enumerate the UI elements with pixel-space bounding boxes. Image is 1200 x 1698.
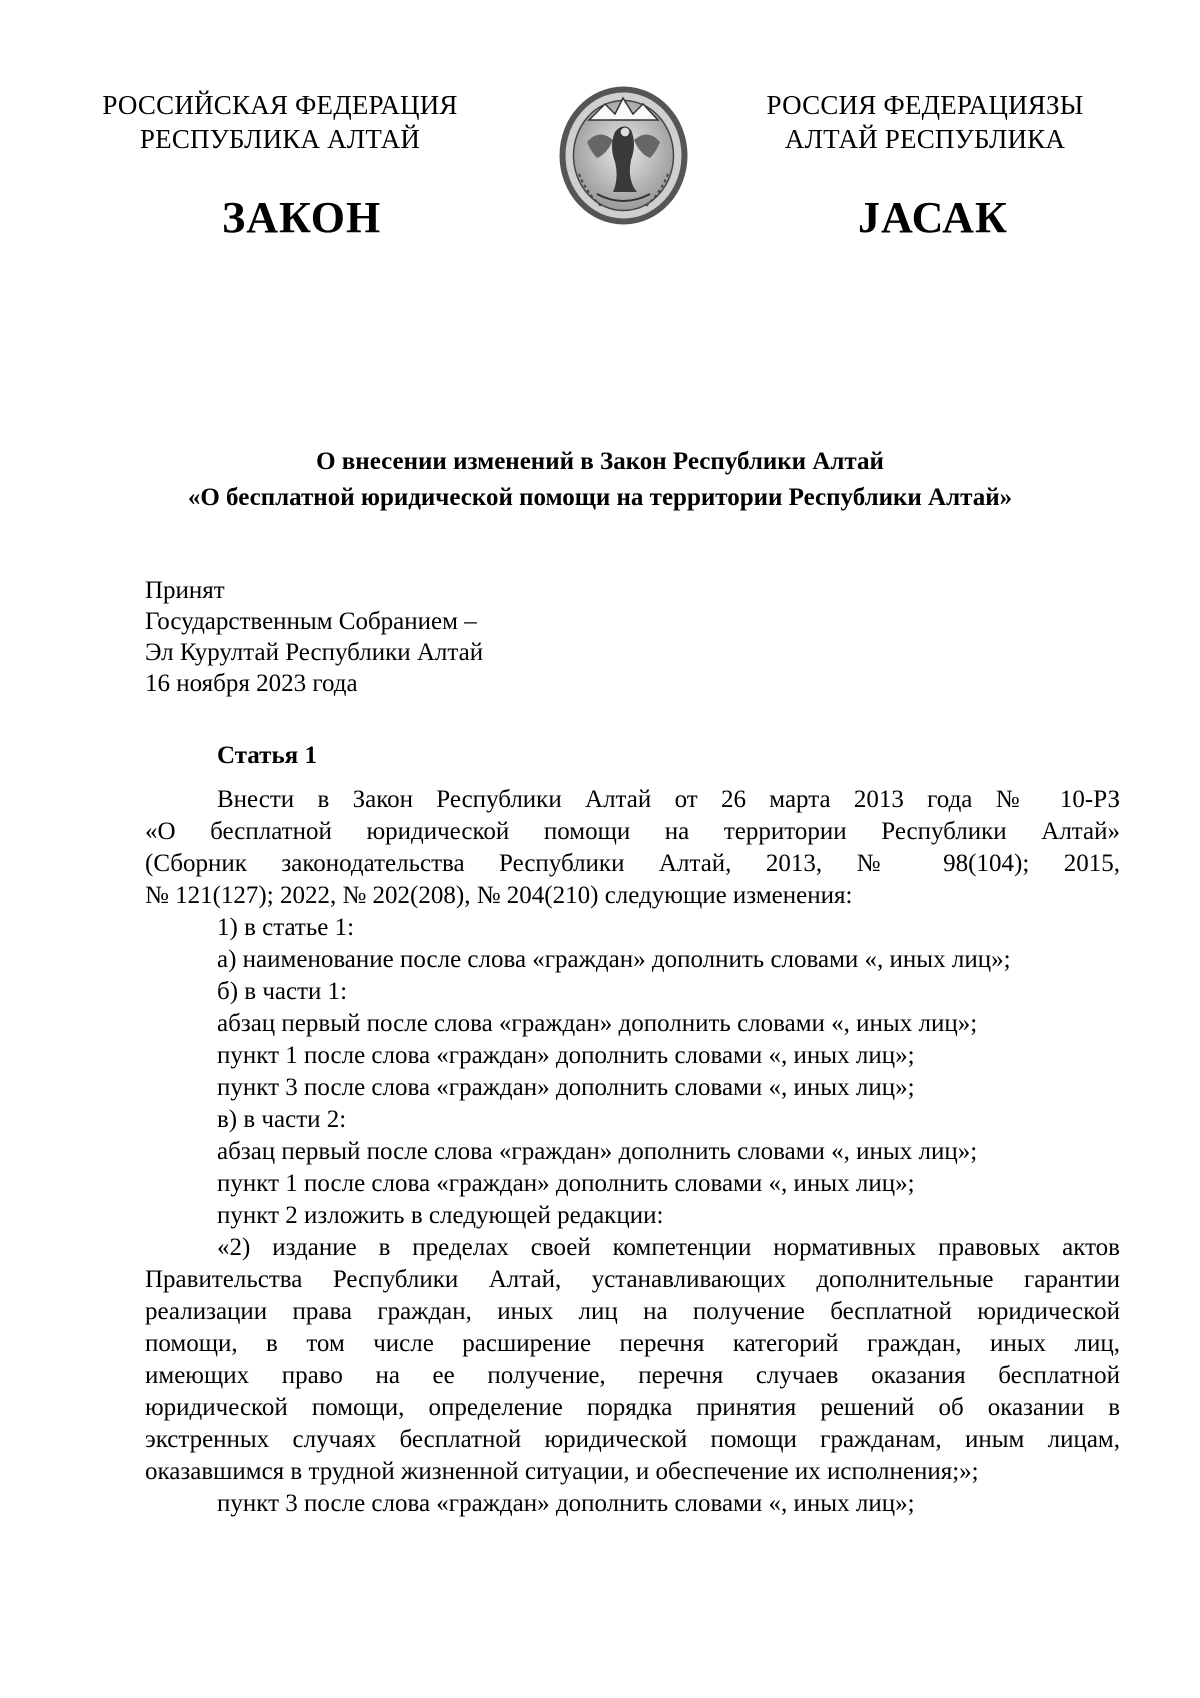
quoted-paragraph-line: оказавшимся в трудной жизненной ситуации, и обеспечение их исполнения;»; [145,1458,979,1485]
list-item: пункт 3 после слова «граждан» дополнить словами «, иных лиц»; [217,1074,915,1101]
article-1 [145,740,1120,1520]
list-item: пункт 3 после слова «граждан» дополнить словами «, иных лиц»; [217,1490,915,1517]
header-left-line-1: РОССИЙСКАЯ ФЕДЕРАЦИЯ [102,90,458,120]
doc-type-altai: JАСАК [858,193,1008,242]
quoted-paragraph-line: «2) издание в пределах своей компетенции нормативных правовых актов [217,1234,1120,1261]
quoted-paragraph-line: имеющих право на ее получение, перечня случаев оказания бесплатной [145,1362,1120,1389]
quoted-paragraph-line: реализации права граждан, иных лиц на получение бесплатной юридической [145,1298,1120,1325]
header-left [90,88,470,156]
adoption-date: 16 ноября 2023 года [145,670,358,697]
paragraph-line: «О бесплатной юридической помощи на территории Республики Алтай» [145,818,1120,845]
adoption-line-2: Государственным Собранием – [145,608,477,635]
list-item: абзац первый после слова «граждан» дополнить словами «, иных лиц»; [217,1010,978,1037]
header-left-line-2: РЕСПУБЛИКА АЛТАЙ [139,124,421,154]
list-item: 1) в статье 1: [217,914,355,941]
paragraph-line: Внести в Закон Республики Алтай от 26 марта 2013 года № 10-РЗ [217,786,1120,813]
adoption-info [145,575,483,699]
list-item: пункт 1 после слова «граждан» дополнить словами «, иных лиц»; [217,1170,915,1197]
list-item: абзац первый после слова «граждан» дополнить словами «, иных лиц»; [217,1138,978,1165]
adoption-line-1: Принят [145,577,225,604]
quoted-paragraph-line: помощи, в том числе расширение перечня категорий граждан, иных лиц, [145,1330,1120,1357]
list-item: в) в части 2: [217,1106,347,1133]
law-title-line-1: О внесении изменений в Закон Республики Алтай [316,448,884,475]
header-right-line-2: АЛТАЙ РЕСПУБЛИКА [784,124,1066,154]
doc-type-russian: ЗАКОН [222,193,382,242]
header-right [735,88,1115,156]
list-item: б) в части 1: [217,978,348,1005]
coat-of-arms-emblem [557,84,690,227]
quoted-paragraph-line: юридической помощи, определение порядка принятия решений об оказании в [145,1394,1120,1421]
list-item: пункт 2 изложить в следующей редакции: [217,1202,664,1229]
paragraph-line: (Сборник законодательства Республики Алтай, 2013, № 98(104); 2015, [145,850,1120,877]
article-heading: Статья 1 [217,742,317,769]
list-item: пункт 1 после слова «граждан» дополнить словами «, иных лиц»; [217,1042,915,1069]
quoted-paragraph-line: Правительства Республики Алтай, устанавливающих дополнительные гарантии [145,1266,1120,1293]
list-item: а) наименование после слова «граждан» дополнить словами «, иных лиц»; [217,946,1011,973]
header-right-line-1: РОССИЯ ФЕДЕРАЦИЯЗЫ [766,90,1084,120]
quoted-paragraph-line: экстренных случаях бесплатной юридической помощи гражданам, иным лицам, [145,1426,1120,1453]
paragraph-line: № 121(127); 2022, № 202(208), № 204(210) следующие изменения: [145,882,853,909]
adoption-line-3: Эл Курултай Республики Алтай [145,639,484,666]
law-title [100,444,1100,516]
law-title-line-2: «О бесплатной юридической помощи на территории Республики Алтай» [187,484,1013,511]
